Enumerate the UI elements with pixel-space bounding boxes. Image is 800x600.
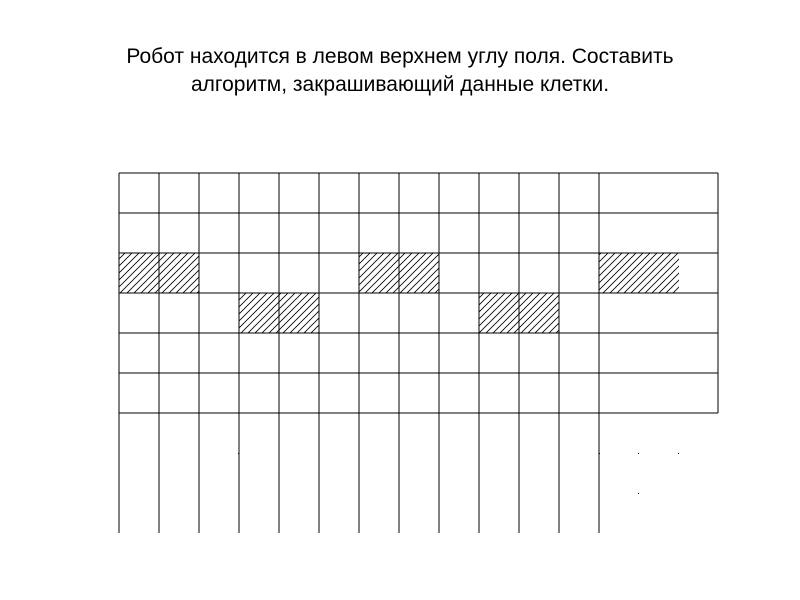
grid-dot <box>238 453 239 454</box>
shaded-cell-r3-c13 <box>599 253 639 293</box>
shaded-cell-r4-c11 <box>519 293 559 333</box>
shaded-cell-r3-c7 <box>359 253 399 293</box>
grid-dot <box>678 453 679 454</box>
shaded-cell-r4-c4 <box>239 293 279 333</box>
grid-dot <box>638 493 639 494</box>
shaded-cell-r3-c1 <box>119 253 159 293</box>
shaded-cell-r4-c10 <box>479 293 519 333</box>
task-title-line-1: Робот находится в левом верхнем углу поля. Составить <box>126 45 674 68</box>
shaded-cell-r3-c14 <box>639 253 679 293</box>
shaded-cell-r3-c8 <box>399 253 439 293</box>
shaded-cell-r3-c2 <box>159 253 199 293</box>
shaded-cell-r4-c5 <box>279 293 319 333</box>
grid-dot <box>599 453 600 454</box>
grid-lines <box>119 173 718 533</box>
task-title-line-2: алгоритм, закрашивающий данные клетки. <box>190 73 610 96</box>
grid-dot <box>638 453 639 454</box>
